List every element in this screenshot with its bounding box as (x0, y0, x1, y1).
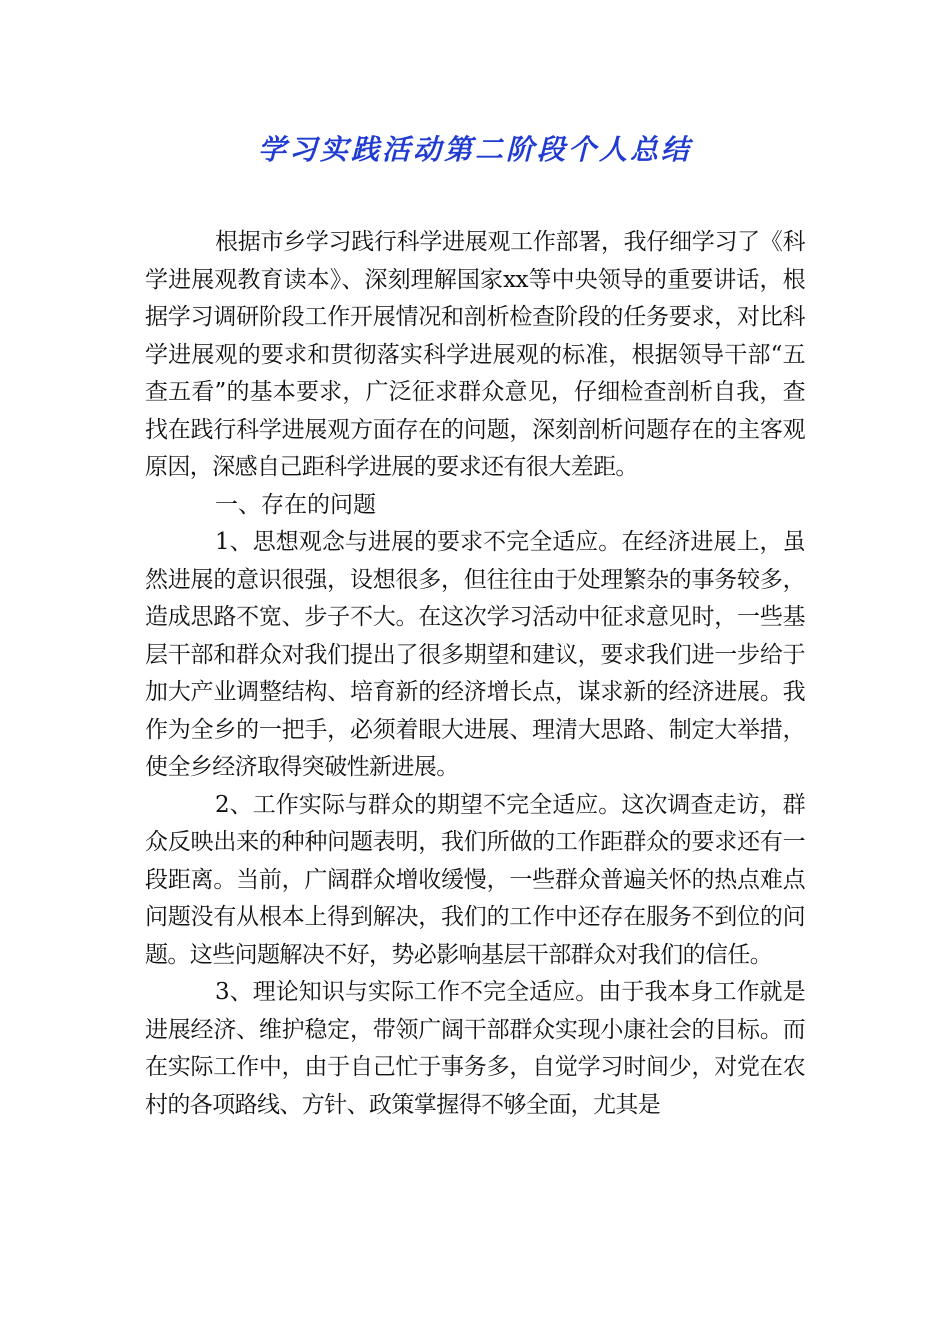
section-heading-problems: 一、存在的问题 (215, 491, 376, 518)
paragraph-intro: 根据市乡学习践行科学进展观工作部署，我仔细学习了《科学进展观教育读本》、深刻理解国家xx等中央领导的重要讲话，根据学习调研阶段工作开展情况和剖析检查阶段的任务要求，对比科学进展观的要求和贯彻落实科学进展观的标准，根据领导干部“五查五看”的基本要求，广泛征求群众意见，仔细检查剖析自我，查找在践行科学进展观方面存在的问题，深刻剖析问题存在的主客观原因，深感自己距科学进展的要求还有很大差距。 (145, 229, 805, 480)
document-title: 学习实践活动第二阶段个人总结 (257, 133, 692, 166)
paragraph-item-1: 1、思想观念与进展的要求不完全适应。在经济进展上，虽然进展的意识很强，设想很多，但往往由于处理繁杂的事务较多，造成思路不宽、步子不大。在这次学习活动中征求意见时，一些基层干部和群众对我们提出了很多期望和建议，要求我们进一步给于加大产业调整结构、培育新的经济增长点，谋求新的经济进展。我作为全乡的一把手，必须着眼大进展、理清大思路、制定大举措，使全乡经济取得突破性新进展。 (145, 529, 805, 780)
paragraph-item-2: 2、工作实际与群众的期望不完全适应。这次调查走访，群众反映出来的种种问题表明，我们所做的工作距群众的要求还有一段距离。当前，广阔群众增收缓慢，一些群众普遍关怀的热点难点问题没有从根本上得到解决，我们的工作中还存在服务不到位的问题。这些问题解决不好，势必影响基层干部群众对我们的信任。 (145, 791, 805, 968)
paragraph-item-3: 3、理论知识与实际工作不完全适应。由于我本身工作就是进展经济、维护稳定，带领广阔干部群众实现小康社会的目标。而在实际工作中，由于自己忙于事务多，自觉学习时间少，对党在农村的各项路线、方针、政策掌握得不够全面，尤其是 (145, 979, 805, 1118)
document-body (145, 224, 805, 1124)
